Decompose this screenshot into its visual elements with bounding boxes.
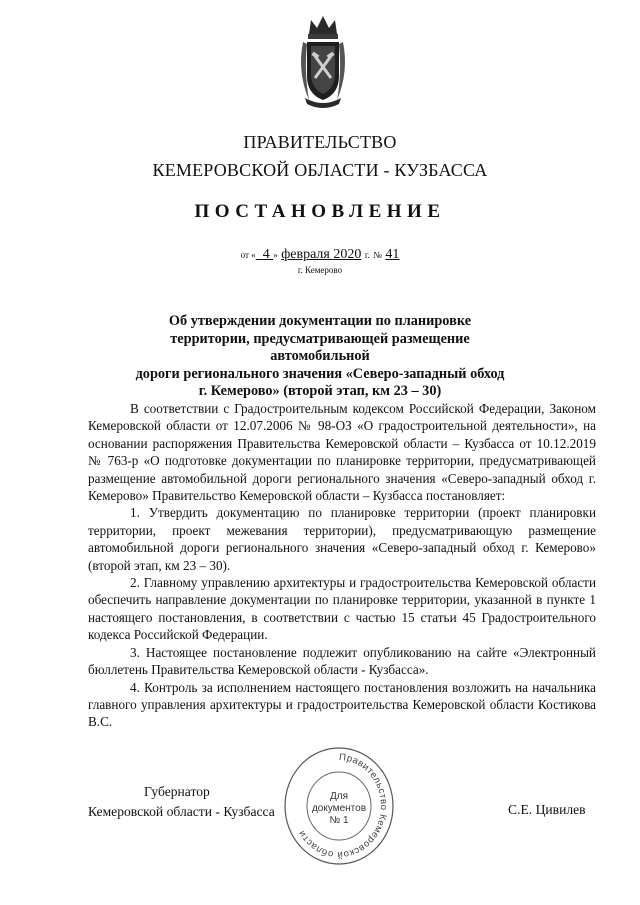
date-month-year: февраля 2020 — [281, 247, 362, 262]
signatory-title-line1: Губернатор — [144, 784, 210, 799]
stamp-ring-text: Правительство Кемеровской области — [296, 751, 390, 861]
stamp-inner-text — [283, 791, 395, 827]
subject-line: Об утверждении документации по планировке — [168, 313, 472, 329]
stamp-line: № 1 — [329, 815, 349, 826]
subject-line: г. Кемерово» (второй этап, км 23 – 30) — [198, 383, 442, 399]
subject-line: дороги регионального значения «Северо-западный обход — [135, 365, 505, 382]
date-year-suffix: г. — [364, 250, 370, 260]
document-body — [88, 400, 596, 731]
date-from-label: от « — [240, 250, 256, 260]
clause-paragraph-3: 3. Настоящее постановление подлежит опубликованию на сайте «Электронный бюллетень Правительства Кемеровской области - Кузбасса». — [88, 644, 596, 678]
signatory-title-line2: Кемеровской области - Кузбасса — [88, 804, 275, 819]
document-type-title: ПОСТАНОВЛЕНИЕ — [194, 201, 446, 222]
date-number-line — [0, 247, 640, 263]
subject-line: территории, предусматривающей размещение автомобильной — [170, 330, 470, 364]
clause-paragraph-4: 4. Контроль за исполнением настоящего постановления возложить на начальника главного управления архитектуры и градостроительства Кемеровской области Костикова В.С. — [88, 679, 596, 730]
government-name-line2: КЕМЕРОВСКОЙ ОБЛАСТИ - КУЗБАССА — [152, 160, 488, 180]
signatory-name: С.Е. Цивилев — [508, 802, 586, 817]
date-day: 4 — [262, 247, 270, 262]
date-quote-close: » — [273, 250, 278, 260]
coat-of-arms-icon — [295, 12, 351, 112]
document-number: 41 — [385, 247, 400, 262]
document-subject — [120, 313, 520, 401]
city-label: г. Кемерово — [297, 265, 343, 275]
number-sign: № — [373, 250, 382, 260]
signatory-title — [88, 782, 275, 822]
stamp-line: документов — [311, 803, 367, 814]
stamp-line: Для — [329, 791, 349, 802]
government-name-line1: ПРАВИТЕЛЬСТВО — [243, 132, 397, 152]
clause-paragraph-2: 2. Главному управлению архитектуры и градостроительства Кемеровской области обеспечить направление документации по планировке территории, указанной в пункте 1 настоящего постановления, в соответствии с частью 15 статьи 45 Градостроительного кодекса Российской Федерации. — [88, 575, 596, 643]
clause-paragraph-1: 1. Утвердить документацию по планировке территории (проект планировки территории, проект межевания территории), предусматривающую размещение автомобильной дороги регионального значения «Северо-западный обход г. Кемерово» (второй этап, км 23 – 30). — [88, 505, 596, 573]
preamble-paragraph: В соответствии с Градостроительным кодексом Российской Федерации, Законом Кемеровской области от 12.07.2006 № 98-ОЗ «О градостроительной деятельности», на основании распоряжения Правительства Кемеровской области – Кузбасса от 10.12.2019 № 763-р «О подготовке документации по планировке территории, предусматривающей размещение автомобильной дороги регионального значения «Северо-западный обход г. Кемерово» Правительство Кемеровской области – Кузбасса постановляет: — [88, 401, 596, 504]
